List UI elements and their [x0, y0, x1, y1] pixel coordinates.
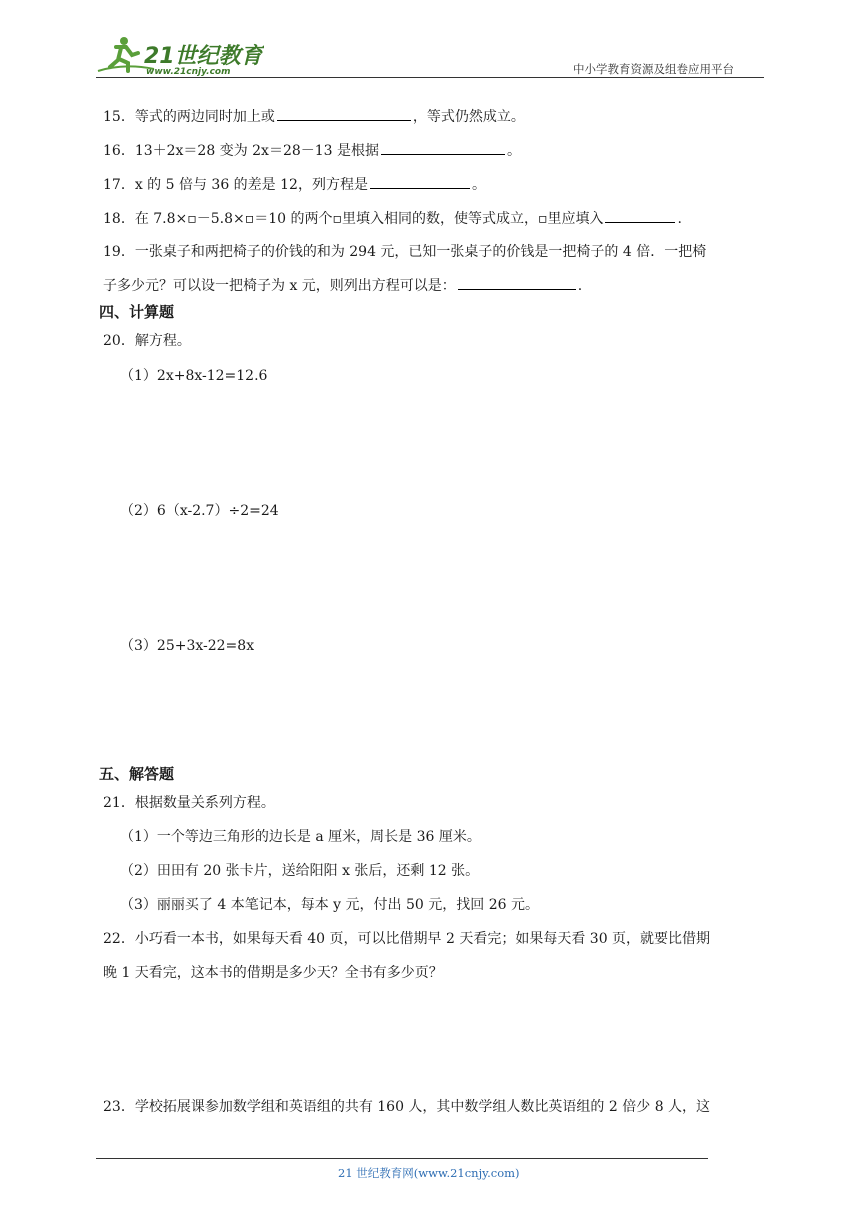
header-platform-text: 中小学教育资源及组卷应用平台 [573, 62, 734, 76]
question-20-part-3: （3）25+3x-22=8x [120, 638, 255, 654]
header-divider [96, 77, 764, 78]
question-15 [103, 106, 525, 127]
question-21-part-1: （1）一个等边三角形的边长是 a 厘米，周长是 36 厘米。 [120, 829, 481, 845]
logo-url: www.21cnjy.com [146, 67, 231, 77]
q19-answer-blank[interactable] [458, 275, 576, 290]
question-22-line-2: 晚 1 天看完，这本书的借期是多少天？全书有多少页？ [103, 965, 443, 981]
question-20-part-2: （2）6（x-2.7）÷2=24 [120, 503, 279, 519]
question-20-part-1: （1）2x+8x-12=12.6 [120, 368, 268, 384]
q15-text: 15．等式的两边同时加上或 [103, 109, 275, 125]
q19-text: 子多少元？可以设一把椅子为 x 元，则列出方程可以是： [103, 278, 456, 294]
section-5-title: 五、解答题 [99, 765, 175, 783]
question-21-part-3: （3）丽丽买了 4 本笔记本，每本 y 元，付出 50 元，找回 26 元。 [120, 897, 539, 913]
question-17 [103, 174, 486, 195]
q16-text-end: 。 [507, 143, 522, 159]
site-logo[interactable] [94, 33, 264, 77]
question-22-line-1: 22．小巧看一本书，如果每天看 40 页，可以比借期早 2 天看完；如果每天看 30 页，就要比借期 [103, 931, 711, 947]
question-19-line-2 [103, 275, 582, 296]
question-23-line-1: 23．学校拓展课参加数学组和英语组的共有 160 人，其中数学组人数比英语组的 2 倍少 8 人，这 [103, 1099, 711, 1115]
q18-answer-blank[interactable] [605, 208, 675, 223]
q15-answer-blank[interactable] [277, 106, 411, 121]
q17-answer-blank[interactable] [370, 174, 470, 189]
q17-text: 17．x 的 5 倍与 36 的差是 12，列方程是 [103, 177, 368, 193]
question-21-stem: 21．根据数量关系列方程。 [103, 795, 275, 811]
footer-divider [96, 1158, 708, 1159]
q18-text-end: . [677, 211, 682, 227]
q19-text-end: . [577, 278, 583, 294]
question-21-part-2: （2）田田有 20 张卡片，送给阳阳 x 张后，还剩 12 张。 [120, 863, 480, 879]
q15-text-end: ，等式仍然成立。 [412, 109, 525, 125]
runner-logo-icon [94, 33, 264, 77]
logo-text: 21世纪教育 [144, 44, 263, 69]
q16-answer-blank[interactable] [381, 140, 505, 155]
question-19-line-1: 19．一张桌子和两把椅子的价钱的和为 294 元，已知一张桌子的价钱是一把椅子的 4 倍．一把椅 [103, 244, 707, 260]
footer-link[interactable]: 21 世纪教育网(www.21cnjy.com) [338, 1166, 520, 1180]
question-20-stem: 20．解方程。 [103, 333, 191, 349]
question-18 [103, 208, 682, 229]
q18-text: 18．在 7.8×▫－5.8×▫＝10 的两个▫里填入相同的数，使等式成立，▫里应填入 [103, 211, 604, 227]
q17-text-end: 。 [471, 177, 486, 193]
q16-text: 16．13＋2x＝28 变为 2x＝28－13 是根据 [103, 143, 380, 159]
question-16 [103, 140, 521, 161]
section-4-title: 四、计算题 [99, 303, 175, 321]
